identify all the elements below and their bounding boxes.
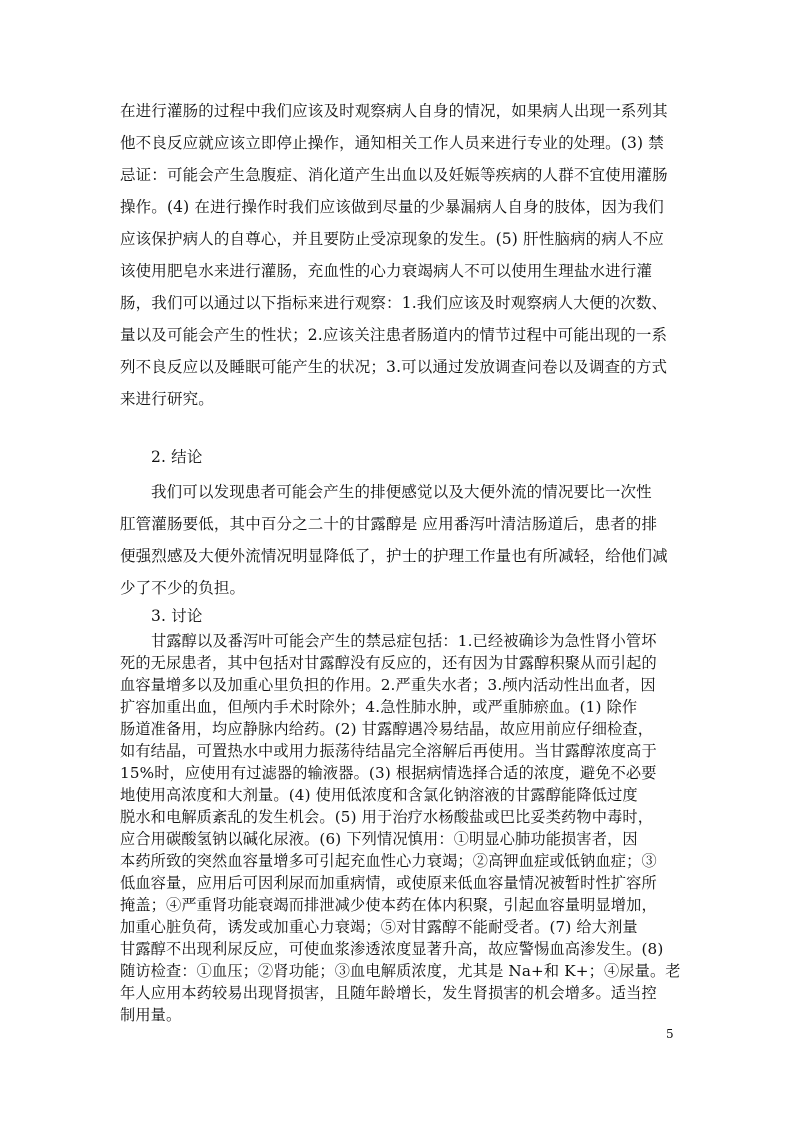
text-line: 忌证：可能会产生急腹症、消化道产生出血以及妊娠等疾病的人群不宜使用灌肠 (120, 166, 668, 184)
text-line: 血容量增多以及加重心里负担的作用。2.严重失水者；3.颅内活动性出血者，因 (120, 676, 656, 694)
text-line: 便强烈感及大便外流情况明显降低了，护士的护理工作量也有所减轻，给他们减 (120, 547, 668, 565)
text-line: 甘露醇以及番泻叶可能会产生的禁忌症包括：1.已经被确诊为急性肾小管坏 (151, 632, 657, 650)
text-line: 随访检查：①血压；②肾功能；③血电解质浓度，尤其是 Na+和 K+；④尿量。老 (120, 962, 681, 980)
text-line: 量以及可能会产生的性状；2.应该关注患者肠道内的情节过程中可能出现的一系 (120, 326, 668, 344)
page-number: 5 (666, 1027, 674, 1041)
text-line: 操作。(4) 在进行操作时我们应该做到尽量的少暴漏病人自身的肢体，因为我们 (120, 198, 664, 216)
text-line: 加重心脏负荷，诱发或加重心力衰竭；⑤对甘露醇不能耐受者。(7) 给大剂量 (120, 918, 638, 936)
text-line: 应合用碳酸氢钠以碱化尿液。(6) 下列情况慎用：①明显心肺功能损害者，因 (120, 830, 638, 848)
text-line: 年人应用本药较易出现肾损害，且随年龄增长，发生肾损害的机会增多。适当控 (120, 984, 657, 1002)
text-line: 地使用高浓度和大剂量。(4) 使用低浓度和含氯化钠溶液的甘露醇能降低过度 (120, 786, 638, 804)
section-heading-conclusion: 2. 结论 (151, 448, 203, 466)
text-line: 少了不少的负担。 (120, 579, 246, 597)
text-line: 扩容加重出血，但颅内手术时除外；4.急性肺水肿，或严重肺瘀血。(1) 除作 (120, 698, 638, 716)
text-line: 他不良反应就应该立即停止操作，通知相关工作人员来进行专业的处理。(3) 禁 (120, 134, 664, 152)
text-line: 肛管灌肠要低，其中百分之二十的甘露醇是 应用番泻叶清洁肠道后，患者的排 (120, 515, 658, 533)
text-line: 掩盖；④严重肾功能衰竭而排泄减少使本药在体内积聚，引起血容量明显增加， (120, 896, 657, 914)
text-line: 本药所致的突然血容量增多可引起充血性心力衰竭；②高钾血症或低钠血症；③ (120, 852, 657, 870)
section-heading-discussion: 3. 讨论 (151, 607, 203, 625)
text-line: 低血容量，应用后可因利尿而加重病情，或使原来低血容量情况被暂时性扩容所 (120, 874, 657, 892)
text-line: 15%时，应使用有过滤器的输液器。(3) 根据病情选择合适的浓度，避免不必要 (120, 764, 657, 782)
text-line: 死的无尿患者，其中包括对甘露醇没有反应的，还有因为甘露醇积聚从而引起的 (120, 654, 657, 672)
text-line: 应该保护病人的自尊心，并且要防止受凉现象的发生。(5) 肝性脑病的病人不应 (120, 230, 664, 248)
text-line: 我们可以发现患者可能会产生的排便感觉以及大便外流的情况要比一次性 (151, 483, 652, 501)
text-line: 甘露醇不出现利尿反应，可使血浆渗透浓度显著升高，故应警惕血高渗发生。(8) (120, 940, 664, 958)
text-line: 列不良反应以及睡眠可能产生的状况；3.可以通过发放调查问卷以及调查的方式 (120, 358, 668, 376)
text-line: 如有结晶，可置热水中或用力振荡待结晶完全溶解后再使用。当甘露醇浓度高于 (120, 742, 657, 760)
text-line: 制用量。 (120, 1006, 182, 1024)
text-line: 肠道准备用，均应静脉内给药。(2) 甘露醇遇冷易结晶，故应用前应仔细检查， (120, 720, 654, 738)
text-line: 脱水和电解质紊乱的发生机会。(5) 用于治疗水杨酸盐或巴比妥类药物中毒时， (120, 808, 654, 826)
text-line: 肠，我们可以通过以下指标来进行观察：1.我们应该及时观察病人大便的次数、 (120, 294, 668, 312)
text-line: 在进行灌肠的过程中我们应该及时观察病人自身的情况，如果病人出现一系列其 (120, 102, 668, 120)
text-line: 来进行研究。 (120, 390, 214, 408)
text-line: 该使用肥皂水来进行灌肠，充血性的心力衰竭病人不可以使用生理盐水进行灌 (120, 262, 653, 280)
